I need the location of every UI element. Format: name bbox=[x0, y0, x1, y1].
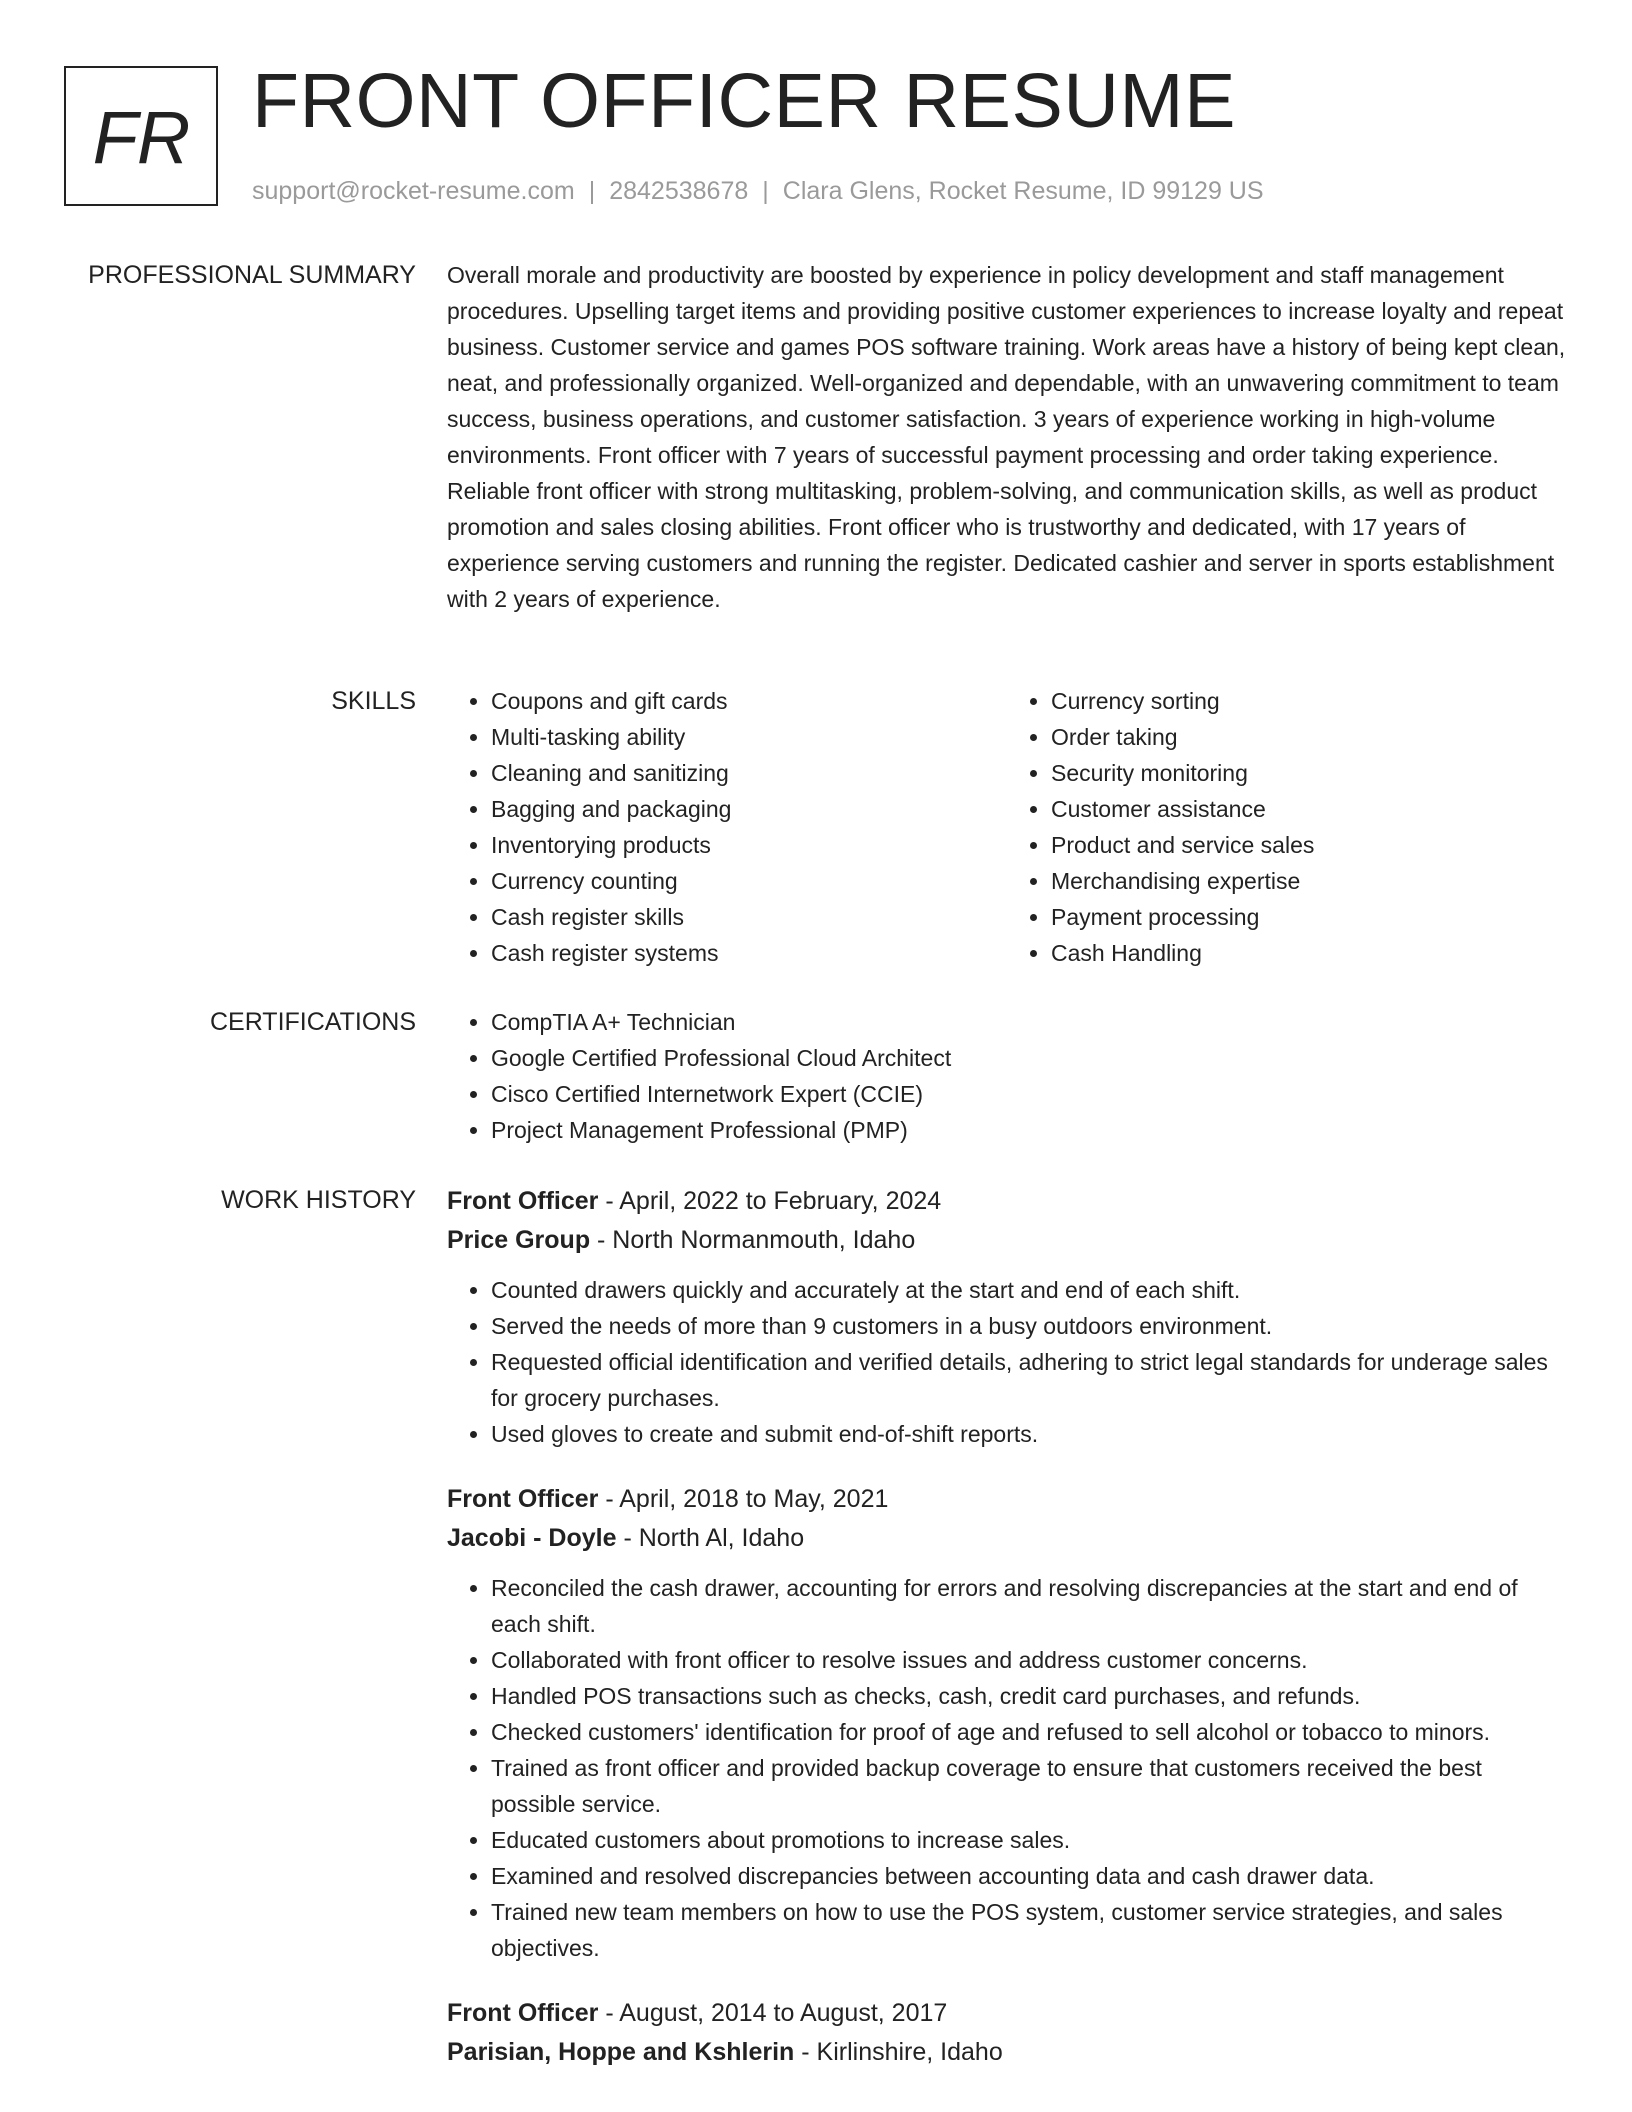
work-history-heading: WORK HISTORY bbox=[221, 1186, 416, 1214]
skill-item: • Cleaning and sanitizing bbox=[491, 755, 1007, 791]
skill-item: • Inventorying products bbox=[491, 827, 1007, 863]
job-duty-item: • Trained as front officer and provided backup coverage to ensure that customers received the best possible service. bbox=[491, 1750, 1567, 1822]
monogram-initials: FR bbox=[92, 95, 190, 179]
job-duty-item: • Examined and resolved discrepancies between accounting data and cash drawer data. bbox=[491, 1858, 1567, 1894]
monogram-box bbox=[64, 66, 218, 206]
certifications-list bbox=[447, 1004, 1567, 1148]
job-duty-item: • Handled POS transactions such as checks, cash, credit card purchases, and refunds. bbox=[491, 1678, 1567, 1714]
skills-body bbox=[447, 683, 1567, 971]
certification-item: • Google Certified Professional Cloud Architect bbox=[491, 1040, 1567, 1076]
skills-heading: SKILLS bbox=[331, 687, 416, 715]
skill-item: • Security monitoring bbox=[1051, 755, 1567, 791]
job-title: Front Officer bbox=[447, 1187, 599, 1215]
job-location: - North Al, Idaho bbox=[616, 1524, 805, 1552]
contact-email: support@rocket-resume.com bbox=[252, 177, 575, 205]
work-history-body bbox=[447, 1182, 1567, 2100]
skill-item: • Cash Handling bbox=[1051, 935, 1567, 971]
job-entry bbox=[447, 1480, 1567, 1966]
job-duty-item: • Used gloves to create and submit end-of-shift reports. bbox=[491, 1416, 1567, 1452]
skill-item: • Bagging and packaging bbox=[491, 791, 1007, 827]
skill-item: • Coupons and gift cards bbox=[491, 683, 1007, 719]
job-company-line bbox=[447, 2033, 1567, 2072]
certifications-heading: CERTIFICATIONS bbox=[209, 1008, 416, 1036]
contact-separator: | bbox=[762, 177, 769, 205]
certification-item: • Cisco Certified Internetwork Expert (CCIE) bbox=[491, 1076, 1567, 1112]
job-title-line bbox=[447, 1182, 1567, 1221]
job-duty-item: • Educated customers about promotions to increase sales. bbox=[491, 1822, 1567, 1858]
certification-item: • CompTIA A+ Technician bbox=[491, 1004, 1567, 1040]
job-entry bbox=[447, 1182, 1567, 1452]
summary-text: Overall morale and productivity are boosted by experience in policy development and staff management procedures. Upselling target items and providing positive customer experiences to increase loyalty and repeat business. Customer service and games POS software training. Work areas have a history of being kept clean, neat, and professionally organized. Well-organized and dependable, with an unwavering commitment to team success, business operations, and customer satisfaction. 3 years of experience working in high-volume environments. Front officer with 7 years of successful payment processing and order taking experience. Reliable front officer with strong multitasking, problem-solving, and communication skills, as well as product promotion and sales closing abilities. Front officer who is trustworthy and dedicated, with 17 years of experience serving customers and running the register. Dedicated cashier and server in sports establishment with 2 years of experience. bbox=[447, 262, 1566, 612]
skill-item: • Currency sorting bbox=[1051, 683, 1567, 719]
contact-line bbox=[252, 174, 1264, 208]
skill-item: • Payment processing bbox=[1051, 899, 1567, 935]
job-company-line bbox=[447, 1221, 1567, 1260]
job-location: - North Normanmouth, Idaho bbox=[590, 1226, 916, 1254]
summary-body bbox=[447, 257, 1567, 617]
job-dates: - April, 2022 to February, 2024 bbox=[598, 1187, 942, 1215]
summary-heading: PROFESSIONAL SUMMARY bbox=[88, 261, 416, 289]
skill-item: • Currency counting bbox=[491, 863, 1007, 899]
job-dates: - April, 2018 to May, 2021 bbox=[598, 1485, 889, 1513]
job-duty-item: • Requested official identification and verified details, adhering to strict legal standards for underage sales for grocery purchases. bbox=[491, 1344, 1567, 1416]
contact-separator: | bbox=[588, 177, 596, 205]
job-title-line bbox=[447, 1994, 1567, 2033]
contact-address: Clara Glens, Rocket Resume, ID 99129 US bbox=[782, 177, 1264, 205]
job-duty-item: • Counted drawers quickly and accurately at the start and end of each shift. bbox=[491, 1272, 1567, 1308]
job-title: Front Officer bbox=[447, 1485, 599, 1513]
job-dates: - August, 2014 to August, 2017 bbox=[598, 1999, 948, 2027]
job-entry bbox=[447, 1994, 1567, 2072]
skill-item: • Cash register systems bbox=[491, 935, 1007, 971]
certifications-body bbox=[447, 1004, 1567, 1148]
skill-item: • Merchandising expertise bbox=[1051, 863, 1567, 899]
skill-item: • Multi-tasking ability bbox=[491, 719, 1007, 755]
job-company: Price Group bbox=[447, 1226, 591, 1254]
job-duties bbox=[447, 1570, 1567, 1966]
job-duty-item: • Served the needs of more than 9 customers in a busy outdoors environment. bbox=[491, 1308, 1567, 1344]
certification-item: • Project Management Professional (PMP) bbox=[491, 1112, 1567, 1148]
job-duty-item: • Checked customers' identification for proof of age and refused to sell alcohol or tobacco to minors. bbox=[491, 1714, 1567, 1750]
job-title: Front Officer bbox=[447, 1999, 599, 2027]
skills-list-right bbox=[1007, 683, 1567, 971]
skill-item: • Customer assistance bbox=[1051, 791, 1567, 827]
job-company-line bbox=[447, 1519, 1567, 1558]
job-duties bbox=[447, 1272, 1567, 1452]
skills-list-left bbox=[447, 683, 1007, 971]
skill-item: • Cash register skills bbox=[491, 899, 1007, 935]
resume-title: FRONT OFFICER RESUME bbox=[252, 58, 1236, 144]
skill-item: • Order taking bbox=[1051, 719, 1567, 755]
job-duty-item: • Collaborated with front officer to resolve issues and address customer concerns. bbox=[491, 1642, 1567, 1678]
job-title-line bbox=[447, 1480, 1567, 1519]
job-duty-item: • Trained new team members on how to use the POS system, customer service strategies, and sales objectives. bbox=[491, 1894, 1567, 1966]
skill-item: • Product and service sales bbox=[1051, 827, 1567, 863]
job-company: Jacobi - Doyle bbox=[447, 1524, 617, 1552]
job-duty-item: • Reconciled the cash drawer, accounting for errors and resolving discrepancies at the start and end of each shift. bbox=[491, 1570, 1567, 1642]
job-company: Parisian, Hoppe and Kshlerin bbox=[447, 2038, 795, 2066]
job-location: - Kirlinshire, Idaho bbox=[794, 2038, 1003, 2066]
contact-phone: 2842538678 bbox=[609, 177, 749, 205]
